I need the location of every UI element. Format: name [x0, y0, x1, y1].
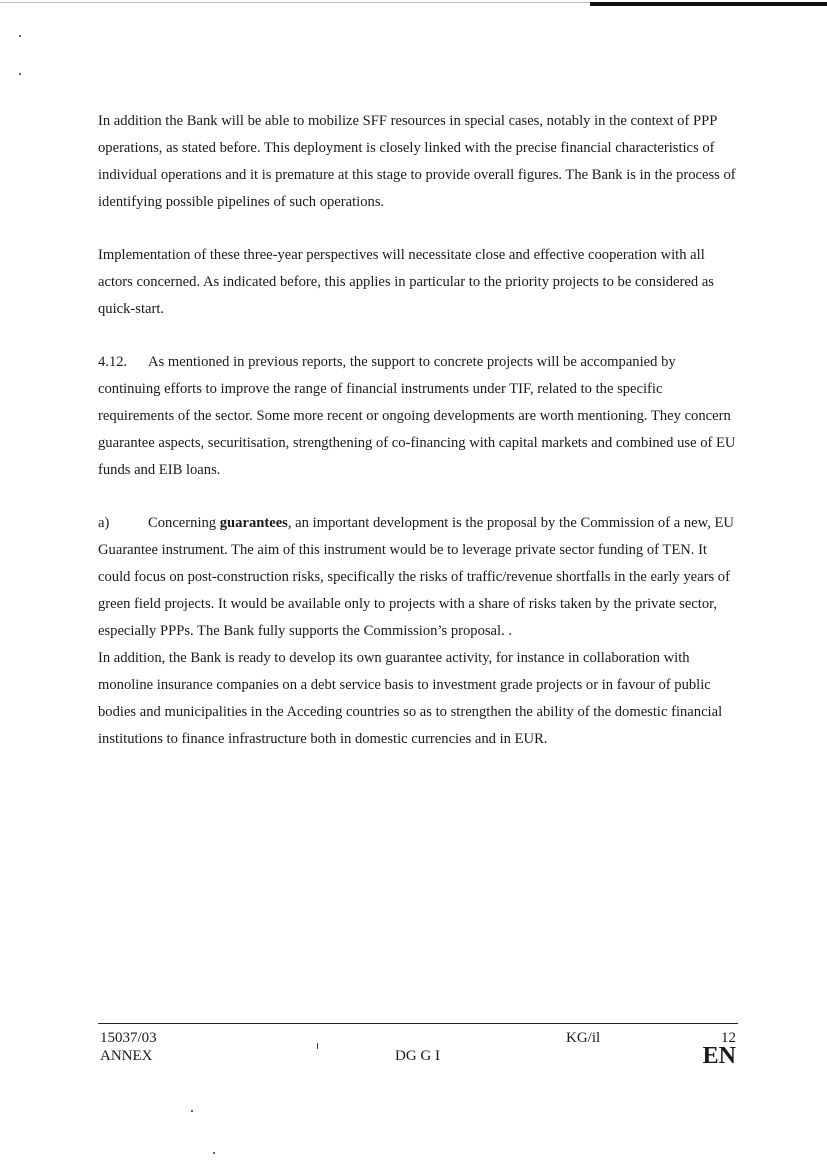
footer-language-code: EN: [702, 1043, 736, 1069]
scan-speck: [317, 1043, 318, 1049]
paragraph-guarantees-text: , an important development is the proposal by the Commission of a new, EU Guarantee instrument. The aim of this instrument would be to leverage private sector funding of TEN. It could focus on post-construction risks, specifically the risks of traffic/revenue shortfalls in the early years of green field projects. It would be available only to projects with a share of risks taken by the private sector, especially PPPs. The Bank fully supports the Commission’s proposal. .: [98, 515, 734, 639]
paragraph-implementation: Implementation of these three-year perspectives will necessitate close and effective cooperation with all actors concerned. As indicated before, this applies in particular to the priority projects to be considered as quick-start.: [98, 247, 714, 317]
footer-department: DG G I: [395, 1048, 440, 1064]
paragraph-bank-guarantee-activity: In addition, the Bank is ready to develop its own guarantee activity, for instance in collaboration with monoline insurance companies on a debt service basis to investment grade projects or in favour of public bodies and municipalities in the Acceding countries so as to strengthen the ability of the domestic financial institutions to finance infrastructure both in domestic currencies and in EUR.: [98, 650, 723, 747]
footer-initials: KG/il: [566, 1030, 601, 1046]
document-body: [98, 108, 738, 753]
section-number: 4.12.: [98, 354, 128, 370]
paragraph-guarantees: [98, 510, 738, 645]
footer-rule: [98, 1023, 738, 1024]
top-rule: [0, 0, 827, 6]
footer-document-number: 15037/03: [100, 1030, 157, 1046]
scan-speck: [191, 1110, 193, 1112]
footer-annex: ANNEX: [100, 1048, 153, 1064]
scan-speck: [19, 35, 21, 37]
item-label: a): [98, 515, 110, 531]
scan-speck: [19, 73, 21, 75]
paragraph-guarantees-lead: Concerning: [148, 515, 220, 531]
top-rule-thick: [590, 2, 827, 6]
paragraph-sff-resources: In addition the Bank will be able to mobilize SFF resources in special cases, notably in the context of PPP operations, as stated before. This deployment is closely linked with the precise financial characteristics of individual operations and it is premature at this stage to provide overall figures. The Bank is in the process of identifying possible pipelines of such operations.: [98, 113, 736, 210]
paragraph-4-12-text: As mentioned in previous reports, the support to concrete projects will be accompanied by continuing efforts to improve the range of financial instruments under TIF, related to the specific requirements of the sector. Some more recent or ongoing developments are worth mentioning. They concern guarantee aspects, securitisation, strengthening of co-financing with capital markets and combined use of EU funds and EIB loans.: [98, 354, 736, 478]
term-guarantees: guarantees: [219, 515, 288, 531]
scan-speck: [213, 1152, 215, 1154]
footer-page-number: 12: [721, 1030, 736, 1046]
paragraph-4-12: [98, 349, 738, 484]
